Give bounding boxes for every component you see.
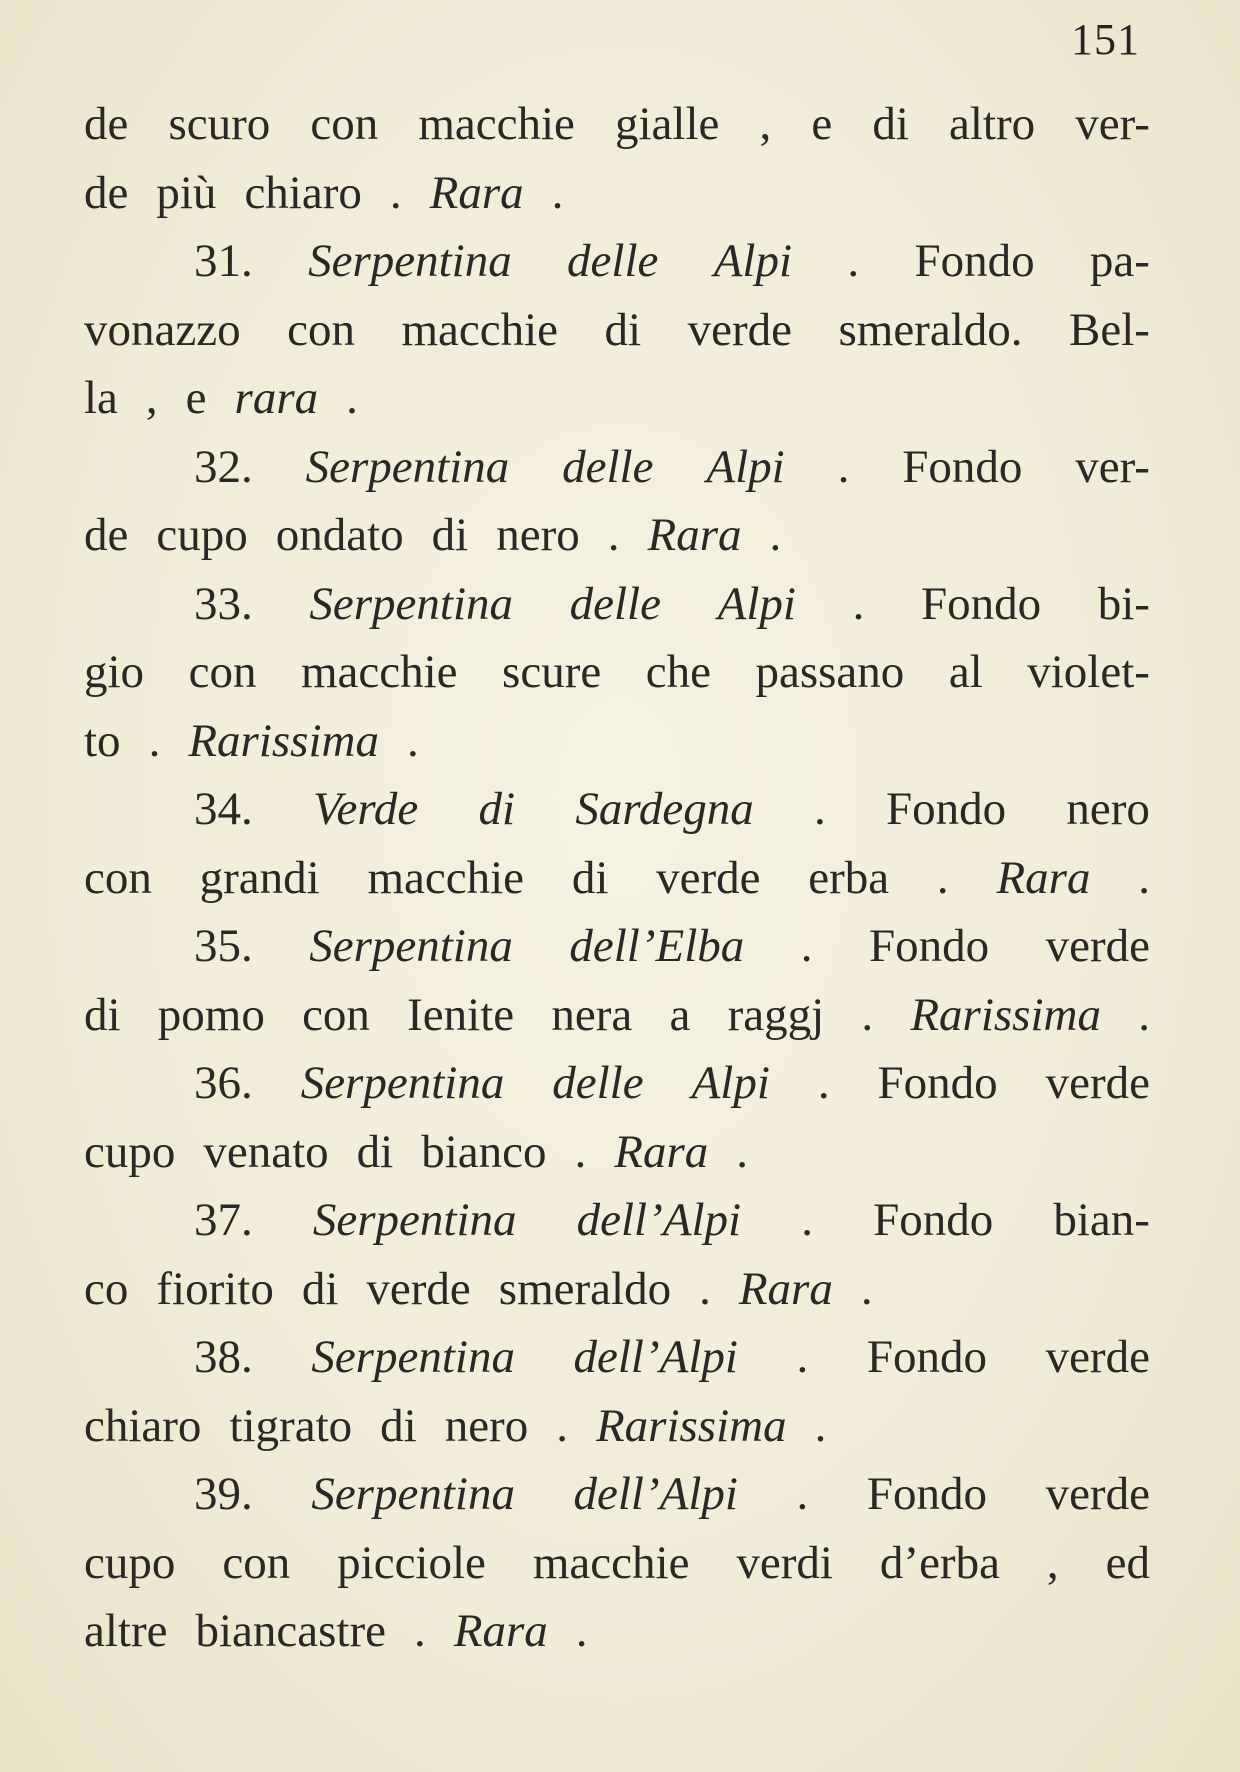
word: verde [366, 1262, 471, 1315]
word: con [84, 851, 152, 904]
word: nero [496, 509, 580, 561]
word: . [699, 1262, 711, 1315]
word: più [156, 166, 217, 219]
word: nero [444, 1399, 529, 1452]
word: , [145, 372, 158, 424]
word: verdi [736, 1536, 833, 1589]
word: violet- [1027, 646, 1150, 698]
word: de [84, 509, 129, 561]
word: 34. [194, 783, 253, 835]
word: vonazzo [84, 303, 241, 356]
italic-word: Sardegna [575, 783, 754, 835]
italic-word: delle [562, 440, 654, 493]
word: fiorito [156, 1262, 274, 1315]
word: raggj [727, 988, 825, 1041]
word: . [575, 1605, 588, 1657]
text-line [84, 775, 1150, 844]
word: de [84, 98, 129, 150]
italic-word: dell’Alpi [573, 1468, 738, 1520]
word: Fondo [866, 1468, 987, 1520]
italic-word: Verde [313, 783, 419, 835]
word: verde [1045, 1331, 1150, 1383]
word: cupo [156, 509, 248, 561]
word: . [769, 509, 782, 561]
word: . [1138, 851, 1150, 904]
word: . [861, 988, 874, 1041]
word: cupo [84, 1125, 176, 1178]
body-text [84, 90, 1150, 1666]
italic-word: Rarissima [188, 714, 379, 767]
text-line [84, 1597, 1150, 1666]
word: . [736, 1125, 748, 1178]
text-line [84, 1460, 1150, 1529]
text-line [84, 1186, 1150, 1255]
word: Fondo [868, 920, 990, 972]
italic-word: di [478, 783, 516, 835]
word: . [837, 440, 850, 493]
word: tigrato [229, 1399, 353, 1452]
word: . [148, 714, 161, 767]
word: d’erba [879, 1536, 1000, 1589]
word: Bel- [1069, 303, 1150, 356]
word: con [287, 303, 355, 356]
word: di [571, 851, 609, 904]
word: al [948, 646, 983, 698]
word: con [302, 988, 370, 1041]
word: macchie [418, 98, 575, 150]
word: . [346, 372, 358, 424]
text-line [84, 707, 1150, 776]
italic-word: Serpentina [309, 577, 514, 630]
word: di [356, 1125, 394, 1178]
word: . [817, 1057, 830, 1109]
word: con [222, 1536, 291, 1589]
word: 33. [194, 577, 253, 630]
word: , [1046, 1536, 1059, 1589]
word: nera [551, 988, 633, 1041]
italic-word: rara [234, 372, 319, 424]
word: di [301, 1262, 339, 1315]
word: di [604, 303, 642, 356]
word: 31. [194, 235, 253, 287]
text-line [84, 90, 1150, 159]
italic-word: Serpentina [311, 1331, 515, 1383]
italic-word: Rara [738, 1262, 833, 1315]
text-line [84, 1118, 1150, 1187]
italic-word: Rara [647, 509, 742, 561]
italic-word: delle [567, 235, 659, 287]
italic-word: delle [552, 1057, 644, 1109]
word: . [389, 166, 402, 219]
word: . [814, 1399, 827, 1452]
word: Fondo [902, 440, 1023, 493]
word: 36. [194, 1057, 253, 1109]
word: ondato [275, 509, 404, 561]
word: scure [502, 646, 602, 698]
text-line [84, 227, 1150, 296]
word: 39. [194, 1468, 253, 1520]
text-line [84, 981, 1150, 1050]
word: . [847, 235, 860, 287]
text-line [84, 1049, 1150, 1118]
italic-word: Rara [429, 166, 524, 219]
word: biancastre [195, 1605, 387, 1657]
word: Fondo [873, 1194, 994, 1246]
word: pa- [1089, 235, 1150, 287]
word: nero [1066, 783, 1150, 835]
word: picciole [337, 1536, 486, 1589]
word: macchie [401, 303, 559, 356]
word: che [645, 646, 711, 698]
text-line [84, 638, 1150, 707]
text-line [84, 501, 1150, 570]
italic-word: Serpentina [311, 1468, 515, 1520]
word: di [872, 98, 909, 150]
text-line [84, 844, 1150, 913]
word: . [406, 714, 419, 767]
italic-word: Alpi [717, 577, 796, 630]
italic-word: Serpentina [309, 920, 513, 972]
italic-word: Rara [453, 1605, 548, 1657]
text-line [84, 912, 1150, 981]
page-number: 151 [1071, 15, 1140, 64]
text-line [84, 364, 1150, 433]
word: 35. [194, 920, 253, 972]
word: . [860, 1262, 873, 1315]
italic-word: Alpi [706, 440, 785, 493]
text-line [84, 296, 1150, 365]
word: , [759, 98, 772, 150]
word: Ienite [407, 988, 515, 1041]
word: altre [84, 1605, 168, 1657]
word: smeraldo. [838, 303, 1023, 356]
italic-word: Rara [614, 1125, 709, 1178]
word: e [185, 372, 207, 424]
italic-word: Serpentina [305, 440, 510, 493]
text-line [84, 1323, 1150, 1392]
word: cupo [84, 1536, 176, 1589]
text-line [84, 1392, 1150, 1461]
word: . [796, 1468, 809, 1520]
word: di [84, 988, 121, 1041]
word: . [574, 1125, 587, 1178]
italic-word: Serpentina [300, 1057, 505, 1109]
word: erba [808, 851, 890, 904]
word: ed [1105, 1536, 1150, 1589]
word: . [556, 1399, 568, 1452]
italic-word: delle [569, 577, 661, 630]
text-line [84, 570, 1150, 639]
word: verde [687, 303, 792, 356]
italic-word: dell’Alpi [573, 1331, 738, 1383]
word: verde [1045, 1057, 1150, 1109]
word: . [852, 577, 865, 630]
italic-word: Rarissima [910, 988, 1101, 1041]
word: Fondo [877, 1057, 998, 1109]
word: . [607, 509, 620, 561]
word: verde [656, 851, 761, 904]
word: bianco [421, 1125, 547, 1178]
word: gio [84, 646, 145, 698]
word: altro [948, 98, 1036, 150]
word: ver- [1075, 98, 1150, 150]
word: 32. [194, 440, 253, 493]
italic-word: dell’Elba [569, 920, 745, 972]
word: verde [1045, 1468, 1150, 1520]
word: Fondo [914, 235, 1035, 287]
word: la [84, 372, 118, 424]
italic-word: Serpentina [308, 235, 512, 287]
italic-word: Rarissima [595, 1399, 787, 1452]
italic-word: Serpentina [312, 1194, 517, 1246]
word: passano [755, 646, 905, 698]
word: a [669, 988, 691, 1041]
word: bian- [1053, 1194, 1150, 1246]
word: con [310, 98, 379, 150]
word: macchie [532, 1536, 690, 1589]
word: Fondo [886, 783, 1007, 835]
word: smeraldo [498, 1262, 672, 1315]
word: Fondo [866, 1331, 987, 1383]
word: venato [203, 1125, 329, 1178]
word: ver- [1075, 440, 1150, 493]
word: scuro [168, 98, 271, 150]
italic-word: dell’Alpi [576, 1194, 742, 1246]
word: di [431, 509, 469, 561]
word: . [551, 166, 564, 219]
word: verde [1045, 920, 1150, 972]
word: gialle [615, 98, 720, 150]
word: to [84, 714, 121, 767]
text-line [84, 1255, 1150, 1324]
word: bi- [1097, 577, 1150, 630]
word: pomo [157, 988, 265, 1041]
word: chiaro [244, 166, 362, 219]
word: . [800, 920, 813, 972]
word: di [380, 1399, 417, 1452]
word: chiaro [84, 1399, 202, 1452]
word: de [84, 166, 129, 219]
word: . [414, 1605, 426, 1657]
word: 38. [194, 1331, 253, 1383]
word: con [188, 646, 257, 698]
italic-word: Alpi [691, 1057, 770, 1109]
word: . [796, 1331, 809, 1383]
text-line [84, 159, 1150, 228]
word: . [814, 783, 826, 835]
text-line [84, 1529, 1150, 1598]
word: . [1138, 988, 1150, 1041]
word: Fondo [920, 577, 1042, 630]
word: e [811, 98, 833, 150]
word: 37. [194, 1194, 253, 1246]
word: . [801, 1194, 813, 1246]
italic-word: Rara [996, 851, 1091, 904]
word: macchie [367, 851, 525, 904]
word: macchie [300, 646, 458, 698]
word: . [936, 851, 949, 904]
italic-word: Alpi [713, 235, 793, 287]
text-line [84, 433, 1150, 502]
word: co [84, 1262, 129, 1315]
word: grandi [199, 851, 320, 904]
